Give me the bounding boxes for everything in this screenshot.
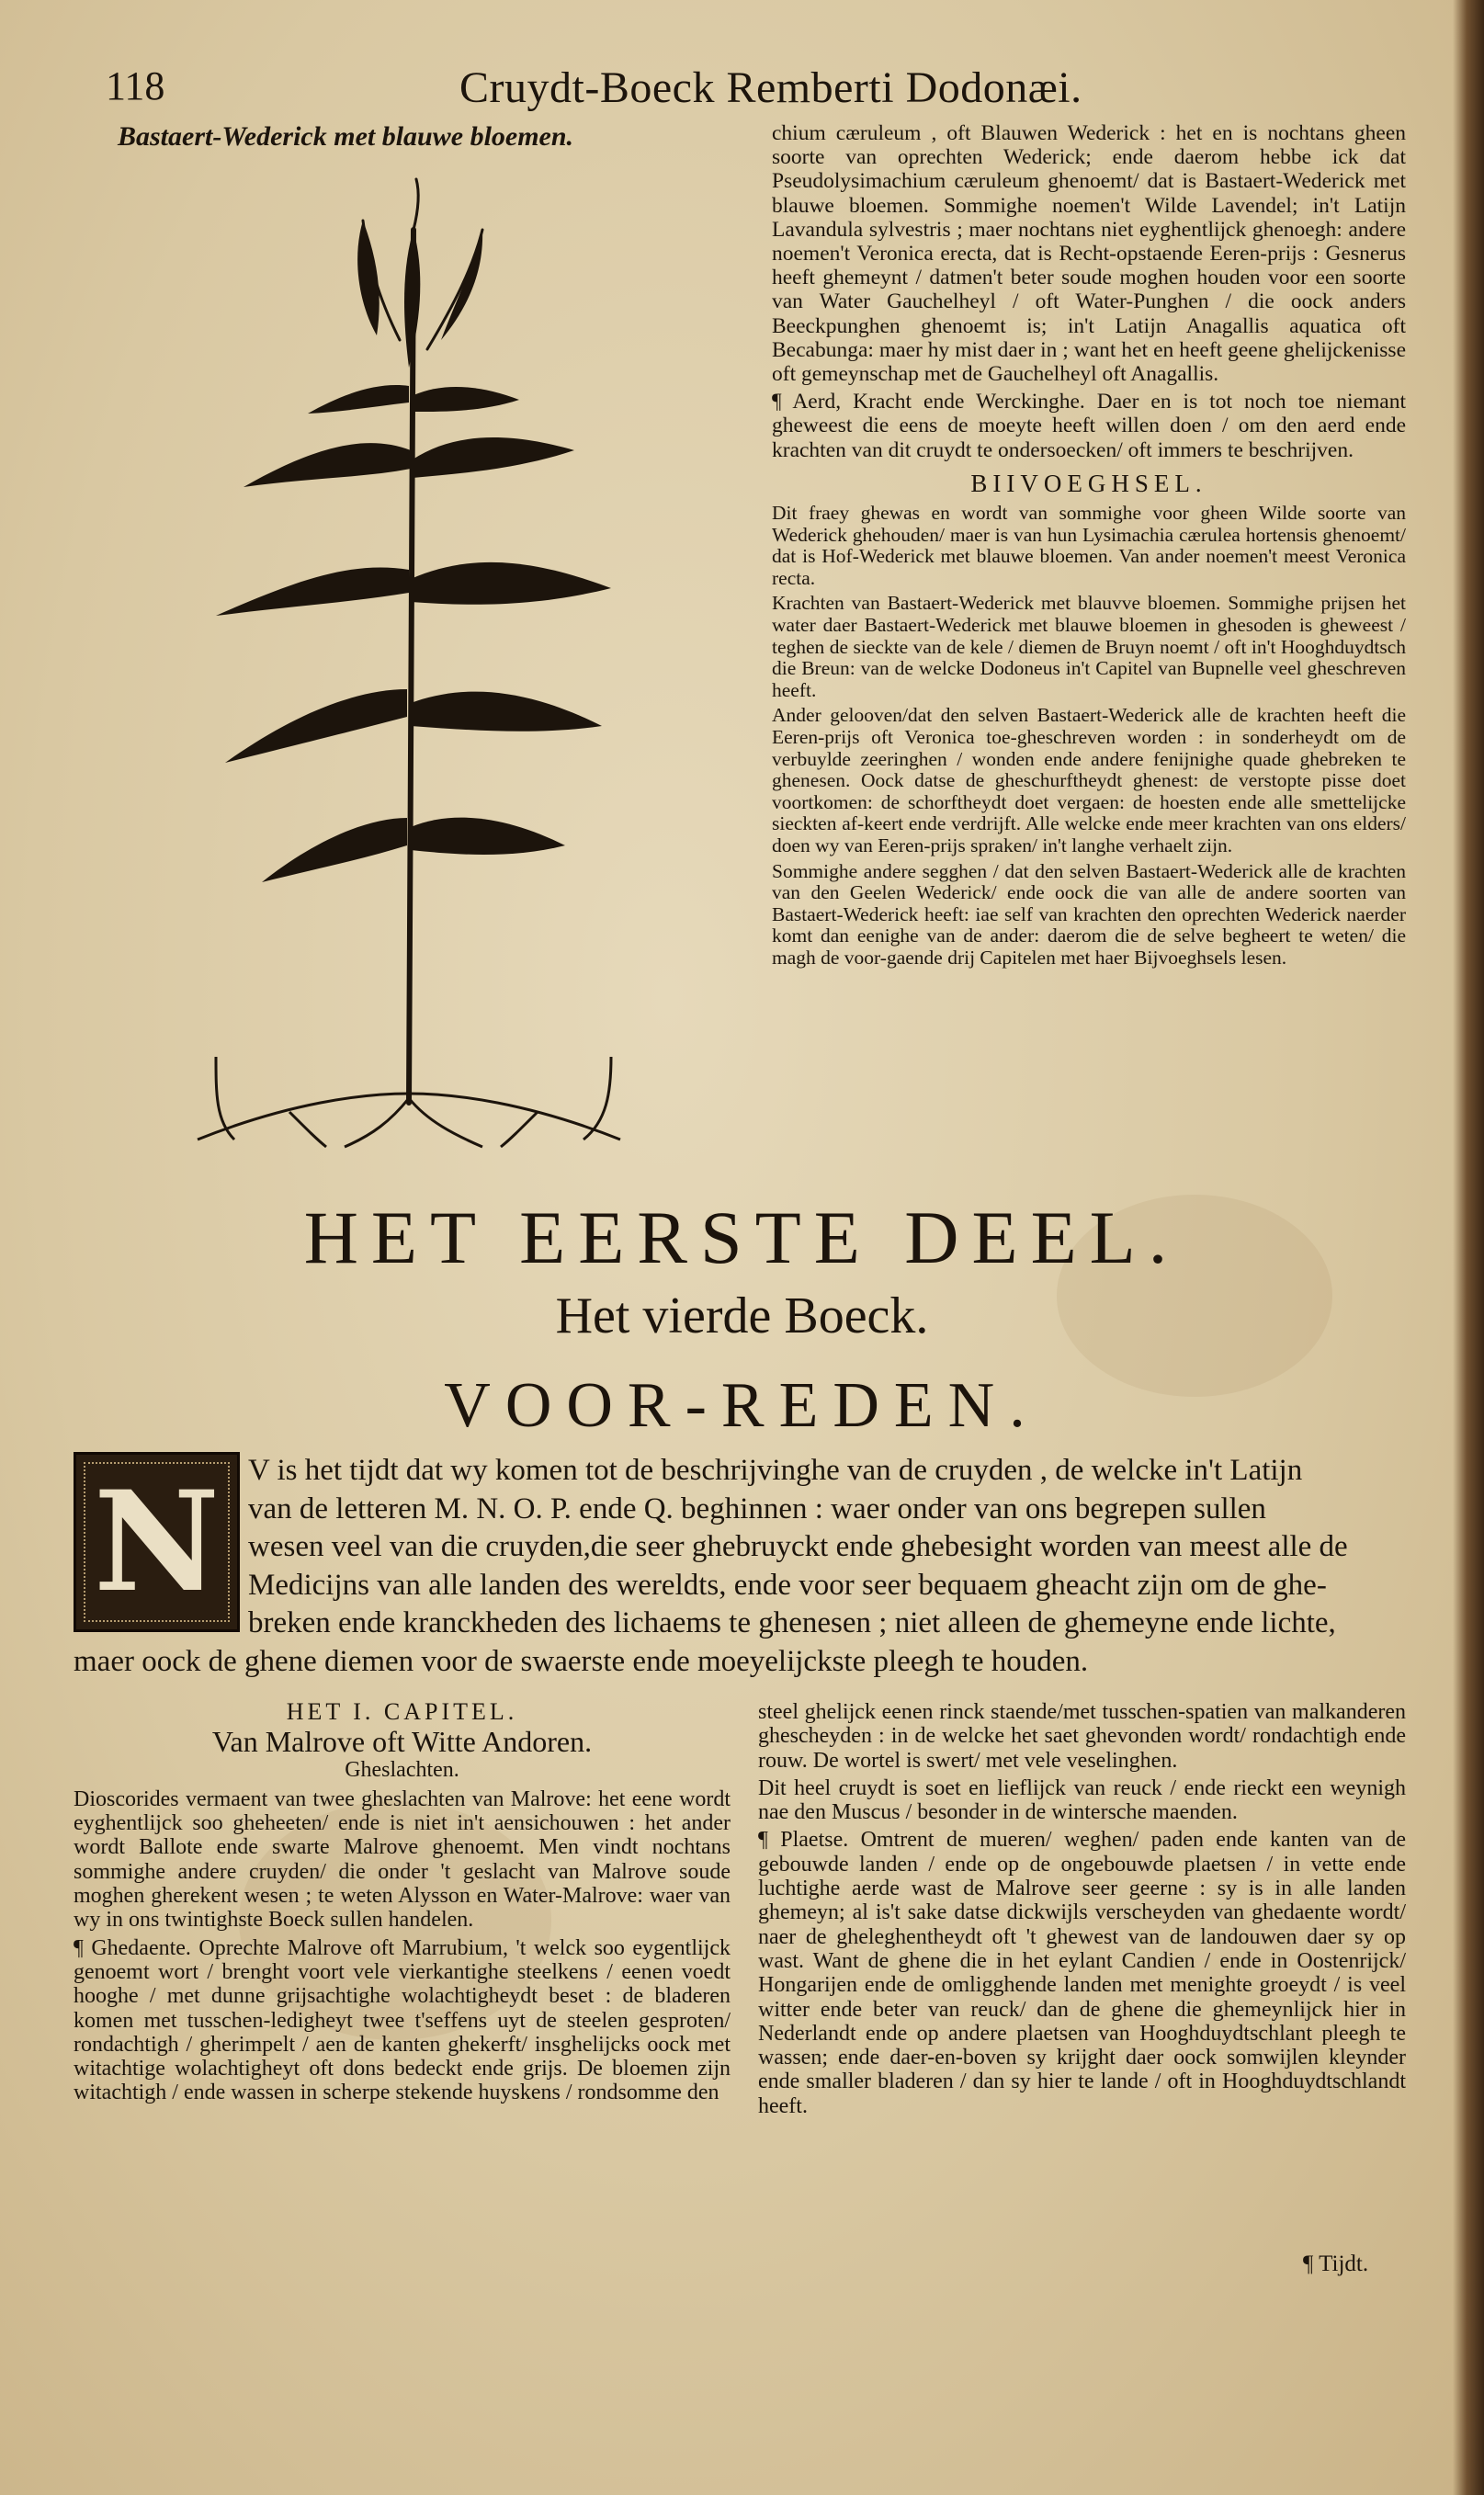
- chapter-left-column: [74, 1700, 731, 2109]
- preface-text: [74, 1452, 1401, 1681]
- addendum-heading: BIIVOEGHSEL.: [970, 469, 1207, 497]
- paragraph: steel ghelijck eenen rinck staende/met tusschen-spatien van malkanderen ghescheyden : in de welcke het saet ghevonden wordt/ rondachtigh ende rouw. De wortel is swert/ met vele veselinghen.: [758, 1700, 1406, 1773]
- illustration-caption: Bastaert-Wederick met blauwe bloemen.: [118, 121, 574, 152]
- catchword: ¶ Tijdt.: [1303, 2251, 1369, 2276]
- preface-line: wesen veel van die cruyden,die seer ghebruyckt ende ghebesight worden van meest alle de: [248, 1530, 1348, 1563]
- initial-glyph: N: [93, 1461, 221, 1623]
- page-header: [106, 62, 1328, 118]
- paragraph: ¶ Ghedaente. Oprechte Malrove oft Marrubium, 't welck soo eygentlijck genoemt wort / brenght voort vele vierkantighe steelkens / eenen voedt hooghe / met dunne grijsachtighe wolachtigheydt beset : de bladeren komen met tusschen-ledigheyt twee t'seffens uyt de steelen gesproten/ rondachtigh / gherimpelt / aen de kanten ghekerft/ insghelijcks oock met witachtige wolachtigheyt oft dons bedeckt ende grijs. De bloemen zijn witachtigh / ende wassen in scherpe stekende huyskens / rondsomme den: [74, 1935, 731, 2105]
- addendum-paragraph: Sommighe andere segghen / dat den selven Bastaert-Wederick alle de krachten van den Geelen Wederick/ ende oock die van alle de andere soorten van Bastaert-Wederick heeft: iae self van krachten den oprechten Wederick naerder komt dan eenighe van de ander: daerom die de selve begheert te weten/ die magh de voor-gaende drij Capitelen met haer Bijvoeghsels lesen.: [772, 859, 1406, 969]
- preface-line: van de letteren M. N. O. P. ende Q. beghinnen : waer onder van ons begrepen sullen: [248, 1491, 1266, 1525]
- chapter-right-column: [758, 1700, 1406, 2122]
- plant-woodcut-illustration: [179, 175, 639, 1149]
- chapter-subheading: Gheslachten.: [345, 1757, 459, 1782]
- running-title: Cruydt-Boeck Remberti Dodonæi.: [459, 63, 1082, 112]
- paragraph: ¶ Plaetse. Omtrent de mueren/ weghen/ paden ende kanten van de gebouwde landen / ende op de ongebouwde plaetsen / in vette ende luchtighe aerde wast de Malrove seer geerne : sy is in alle landen ghemeyn; al is't sake datse dickwijls verscheyden van ghedaente wordt/ naer de gheleghentheydt oft 't ghewest van de landouwen daer sy op wast. Want de ghene die in het eylant Candien / ende in Oostenrijck/ Hongarijen ende de omligghende landen met menighte groeydt / is veel witter ende beter van reuck/ dan de ghene die ghemeynlijck hier in Nederlandt ende op andere plaetsen van Hooghduydtschlant pleegh te wassen; ende daer-en-boven sy krijght daer oock somwijlen kleynder ende smaller bladeren / dan sy hier te lande / oft in Hooghduydtschlandt heeft.: [758, 1828, 1406, 2118]
- chapter-title: Van Malrove oft Witte Andoren.: [211, 1725, 593, 1759]
- paragraph: chium cæruleum , oft Blauwen Wederick : het en is nochtans gheen soorte van oprechten Wederick; ende daerom hebbe ick dat Pseudolysimachium cæruleum ghenoemt/ dat is Bastaert-Wederick met blauwe bloemen. Sommighe noemen't Wilde Lavendel; in't Latijn Lavandula sylvestris ; maer nochtans niet eyghentlijck ghenoegh: andere noemen't Veronica erecta, dat is Recht-opstaende Eeren-prijs : Gesnerus heeft ghemeynt / datmen't beter soude moghen houden voor een soorte van Water Gauchelheyl / oft Water-Punghen / die oock anders Beeckpunghen ghenoemt is; in't Latijn Anagallis aquatica oft Becabunga: maer hy mist daer in ; want het en heeft geene ghelijckenisse oft gemeynschap met de Gauchelheyl oft Anagallis.: [772, 121, 1406, 387]
- paragraph: Dioscorides vermaent van twee gheslachten van Malrove: het eene wordt eyghentlijck soo gheheeten/ ende is niet in't aensichouwen : het ander wordt Ballote ende swarte Malrove ghenoemt. Men vindt nochtans sommighe andere cruyden/ die onder 't geslacht van Malrove soude moghen gherekent wesen ; te weten Alysson en Water-Malrove: waer van wy in ons twintighste Boeck sullen handelen.: [74, 1786, 731, 1933]
- chapter-heading: HET I. CAPITEL.: [286, 1698, 518, 1725]
- preface-line: Medicijns van alle landen des wereldts, ende voor seer bequaem gheacht zijn om de ghe-: [248, 1568, 1327, 1602]
- decorated-initial-letter: [74, 1452, 240, 1632]
- addendum-paragraph: Krachten van Bastaert-Wederick met blauvve bloemen. Sommighe prijsen het water daer Bastaert-Wederick met blauwe bloemen in ghesoden is gheweest / teghen de sieckte van de kele / diemen de Bruyn noemt / oft in't Hooghduydtsch die Breun: van de welcke Dodoneus in't Capitel van Bupnelle veel gheschreven heeft.: [772, 592, 1406, 701]
- initial-ornament: [84, 1462, 230, 1622]
- addendum-paragraph: Ander gelooven/dat den selven Bastaert-Wederick alle de krachten heeft die Eeren-prijs oft Veronica toe-gheschreven worden : in sonderheydt om de verbuylde zeeringhen / wonden ende andere fenijnighe quade ghebreken te ghenesen. Oock datse de gheschurftheydt ghenest: de verstopte pisse doet voortkomen: de schorftheydt doet vergaen: de hoesten ende alle smettelijcke sieckten af-keert ende verdrijft. Alle welcke ende meer krachten van ons elders/ doen wy van Eeren-prijs spraken/ in't langhe verhaelt zijn.: [772, 704, 1406, 856]
- preface-title: VOOR-REDEN.: [444, 1370, 1040, 1441]
- paragraph: Dit heel cruydt is soet en lieflijck van reuck / ende rieckt een weynigh nae den Muscus / besonder in de wintersche maenden.: [758, 1775, 1406, 1825]
- page-number: 118: [106, 63, 165, 108]
- right-column-text: [772, 121, 1406, 973]
- book-title: Het vierde Boeck.: [555, 1287, 929, 1344]
- addendum-paragraph: Dit fraey ghewas en wordt van sommighe voor gheen Wilde soorte van Wederick ghehouden/ maer is van hun Lysimachia cærulea hortensis ghenoemt/ dat is Hof-Wederick met blauwe bloemen. Van ander noemen't meest Veronica recta.: [772, 502, 1406, 589]
- paragraph: ¶ Aerd, Kracht ende Werckinghe. Daer en is tot noch toe niemant gheweest die eens de moeyte heeft willen doen / om den aerd ende krachten van dit cruydt te ondersoecken/ oft immers te beschrijven.: [772, 390, 1406, 462]
- preface-line: breken ende kranckheden des lichaems te ghenesen ; niet alleen de ghemeyne ende lichte,: [248, 1606, 1336, 1639]
- preface-line: maer oock de ghene diemen voor de swaerste ende moeyelijckste pleegh te houden.: [74, 1644, 1089, 1678]
- preface-line: V is het tijdt dat wy komen tot de beschrijvinghe van de cruyden , de welcke in't Latijn: [248, 1454, 1303, 1487]
- part-title: HET EERSTE DEEL.: [303, 1196, 1181, 1279]
